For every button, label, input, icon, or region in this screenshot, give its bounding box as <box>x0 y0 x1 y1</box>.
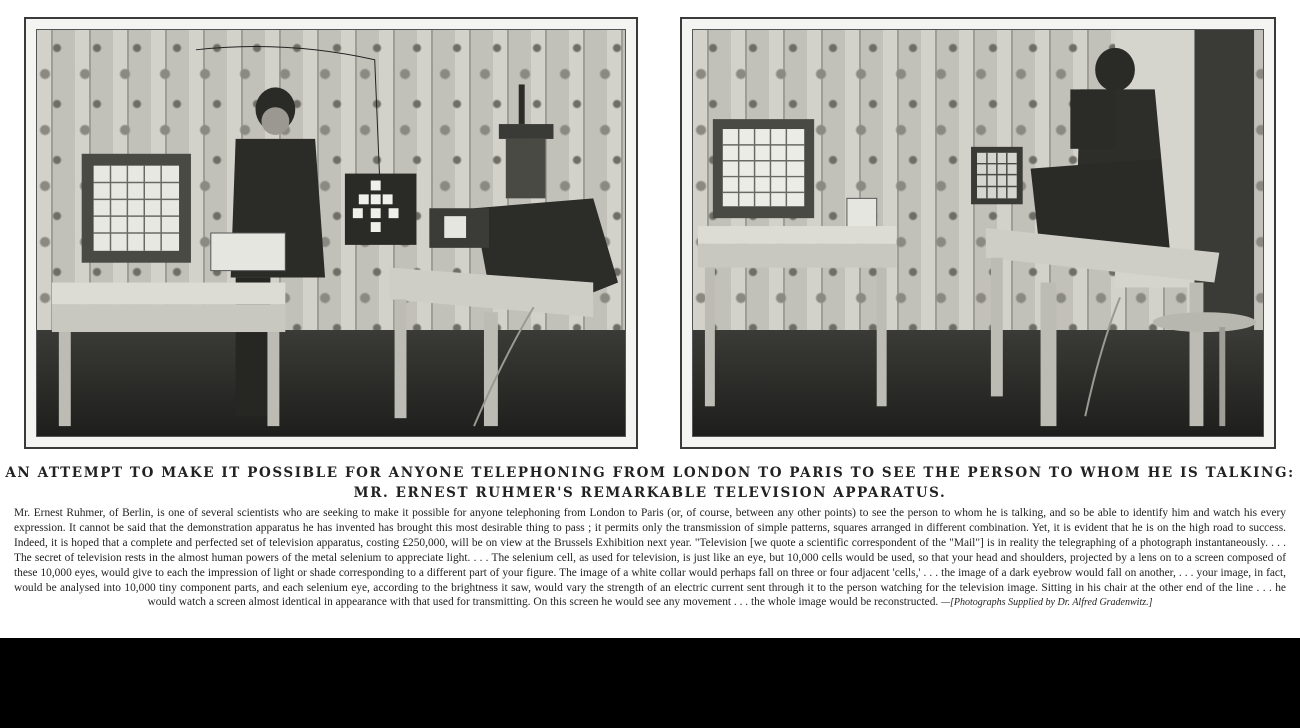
photo-left-receiver-room <box>24 17 638 449</box>
photo-left-image <box>36 29 626 437</box>
caption-body-text: Mr. Ernest Ruhmer, of Berlin, is one of several scientists who are seeking to make it possible for anyone telephoning from London to Paris (or, of course, between any other points) to see the person to whom he is talking, and so be able to identify him and watch his every expression. It cannot be said that the demonstration apparatus he has invented has brought this most desirable thing to pass ; it permits only the transmission of simple patterns, squares arranged in different combination. Yet, it is evident that he is on the high road to success. Indeed, it is hoped that a complete and perfected set of television apparatus, costing £250,000, will be on view at the Brussels Exhibition next year. "Television [we quote a scientific correspondent of the "Mail"] is in reality the telegraphing of a photograph instantaneously. . . . The secret of television rests in the almost human powers of the metal selenium to appreciate light. . . . The selenium cell, as used for television, is just like an eye, but 10,000 cells would be used, so that your head and shoulders, projected by a lens on to a screen composed of these 10,000 eyes, would give to each the impression of light or shade corresponding to a different part of your figure. The image of a white collar would perhaps fall on three or four adjacent 'cells,' . . . the image of a dark eyebrow would fall on another, . . . your image, in fact, would be analysed into 10,000 tiny component parts, and each selenium eye, according to the brightness it saw, would vary the strength of an electric current sent through it to the person watching for the television image. Sitting in his chair at the other end of the line . . . he would watch a screen almost identical in appearance with that used for transmitting. On this screen he would see any movement . . . the whole image would be reconstructed. <box>14 507 1286 609</box>
photo-credit: —[Photographs Supplied by Dr. Alfred Gradenwitz.] <box>941 597 1153 609</box>
bottom-black-bar <box>0 638 1300 728</box>
caption-body <box>14 506 1286 611</box>
caption-title-line2: MR. ERNEST RUHMER'S REMARKABLE TELEVISION APPARATUS. <box>353 485 947 501</box>
photo-right-image <box>692 29 1264 437</box>
photo-right-scene <box>693 30 1263 436</box>
photo-right-transmitter-room <box>680 17 1276 449</box>
caption-title-line1: AN ATTEMPT TO MAKE IT POSSIBLE FOR ANYONE TELEPHONING FROM LONDON TO PARIS TO SEE THE PERSON TO WHOM HE IS TALKING: <box>5 465 1295 481</box>
photo-left-scene <box>37 30 625 436</box>
